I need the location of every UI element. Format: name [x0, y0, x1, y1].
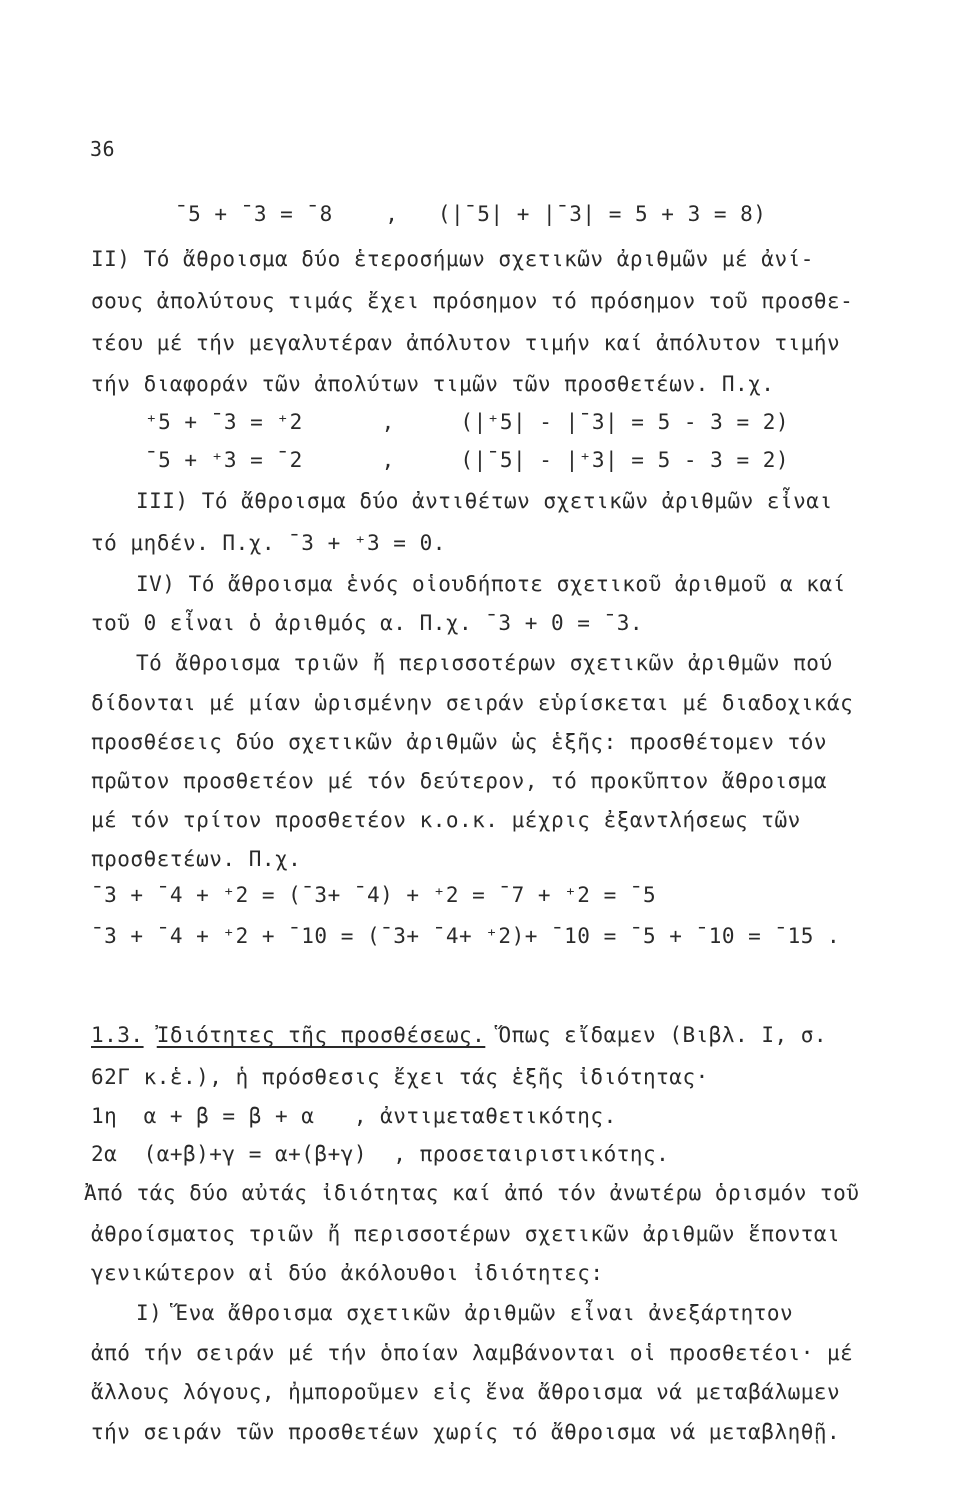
- text-line: πρῶτον προσθετέον μέ τόν δεύτερον, τό προκῦπτον ἄθροισμα: [91, 769, 828, 793]
- equation-line: ¯5 + ¯3 = ¯8 , (|¯5| + |¯3| = 5 + 3 = 8): [175, 202, 767, 226]
- text-line: τήν σειράν τῶν προσθετέων χωρίς τό ἄθροισμα νά μεταβληθῇ.: [91, 1420, 841, 1444]
- text-line: τό μηδέν. Π.χ. ¯3 + ⁺3 = 0.: [91, 531, 446, 555]
- text-line: II) Τό ἄθροισμα δύο ἑτεροσήμων σχετικῶν ἀριθμῶν μέ ἀνί-: [91, 247, 814, 271]
- text-line: 62Γ κ.ἑ.), ἡ πρόσθεσις ἔχει τάς ἑξῆς ἰδιότητας·: [91, 1065, 709, 1089]
- text-line: III) Τό ἄθροισμα δύο ἀντιθέτων σχετικῶν ἀριθμῶν εἶναι: [136, 489, 833, 513]
- text-line: ἀθροίσματος τριῶν ἤ περισσοτέρων σχετικῶν ἀριθμῶν ἕπονται: [91, 1222, 841, 1246]
- page-number: 36: [90, 137, 116, 161]
- text-line: τέου μέ τήν μεγαλυτέραν ἀπόλυτον τιμήν καί ἀπόλυτον τιμήν: [91, 331, 841, 355]
- text-line: δίδονται μέ μίαν ὡρισμένην σειράν εὑρίσκεται μέ διαδοχικάς: [91, 691, 854, 715]
- text-line: Ι) Ἕνα ἄθροισμα σχετικῶν ἀριθμῶν εἶναι ἀνεξάρτητον: [136, 1301, 794, 1325]
- section-number: 1.3.: [91, 1023, 144, 1047]
- section-title: Ἰδιότητες τῆς προσθέσεως.: [156, 1023, 486, 1047]
- equation-line: ¯3 + ¯4 + ⁺2 = (¯3+ ¯4) + ⁺2 = ¯7 + ⁺2 = ¯5: [91, 883, 657, 907]
- text-line: προσθέσεις δύο σχετικῶν ἀριθμῶν ὡς ἑξῆς: προσθέτομεν τόν: [91, 730, 828, 754]
- section-heading: [91, 1022, 827, 1048]
- text-line: μέ τόν τρίτον προσθετέον κ.ο.κ. μέχρις ἐξαντλήσεως τῶν: [91, 808, 801, 832]
- property-line: 2α (α+β)+γ = α+(β+γ) , προσεταιριστικότης.: [91, 1142, 670, 1166]
- text-line: σους ἀπολύτους τιμάς ἔχει πρόσημον τό πρόσημον τοῦ προσθε-: [91, 289, 854, 313]
- text-line: προσθετέων. Π.χ.: [91, 847, 302, 871]
- text-line: τήν διαφοράν τῶν ἀπολύτων τιμῶν τῶν προσθετέων. Π.χ.: [91, 372, 775, 396]
- equation-line: ¯3 + ¯4 + ⁺2 + ¯10 = (¯3+ ¯4+ ⁺2)+ ¯10 = ¯5 + ¯10 = ¯15 .: [91, 924, 841, 948]
- equation-line: ¯5 + ⁺3 = ¯2 , (|¯5| - |⁺3| = 5 - 3 = 2): [145, 448, 790, 472]
- property-line: 1η α + β = β + α , ἀντιμεταθετικότης.: [91, 1104, 617, 1128]
- text-line: Ὅπως εἴδαμεν (Βιβλ. Ι, σ.: [498, 1023, 828, 1047]
- text-line: ἄλλους λόγους, ἠμποροῦμεν εἰς ἕνα ἄθροισμα νά μεταβάλωμεν: [91, 1380, 841, 1404]
- text-line: τοῦ 0 εἶναι ὁ ἀριθμός α. Π.χ. ¯3 + 0 = ¯3.: [91, 611, 644, 635]
- text-line: ἀπό τήν σειράν μέ τήν ὁποίαν λαμβάνονται οἱ προσθετέοι· μέ: [91, 1341, 854, 1365]
- equation-line: ⁺5 + ¯3 = ⁺2 , (|⁺5| - |¯3| = 5 - 3 = 2): [145, 410, 790, 434]
- text-line: IV) Τό ἄθροισμα ἑνός οἱουδήποτε σχετικοῦ ἀριθμοῦ α καί: [136, 572, 846, 596]
- text-line: γενικώτερον αἱ δύο ἀκόλουθοι ἰδιότητες:: [91, 1261, 604, 1285]
- text-line: Ἀπό τάς δύο αὐτάς ἰδιότητας καί ἀπό τόν ἀνωτέρω ὁρισμόν τοῦ: [84, 1181, 860, 1205]
- text-line: Τό ἄθροισμα τριῶν ἤ περισσοτέρων σχετικῶν ἀριθμῶν πού: [136, 651, 833, 675]
